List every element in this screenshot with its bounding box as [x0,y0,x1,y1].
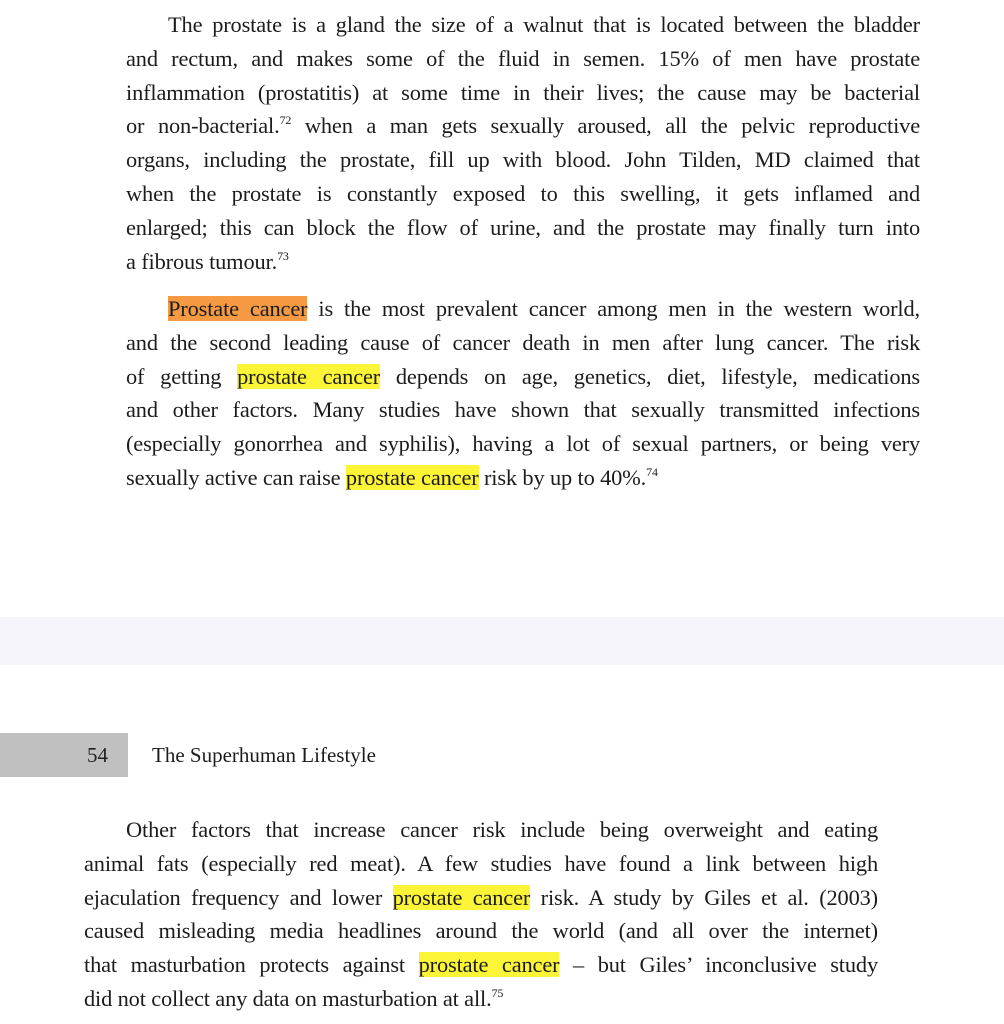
search-match[interactable]: prostate cancer [345,464,479,490]
text-line [126,42,920,76]
text-line [126,427,920,461]
text-line [126,461,920,495]
search-match[interactable]: prostate cancer [418,952,560,978]
paragraph-prostate-gland [126,8,920,278]
text-line [126,8,920,42]
text-run: when a man gets sexually aroused, all the pelvic reproductive [291,113,920,139]
text-line [126,143,920,177]
footnote-ref-72[interactable]: 72 [279,113,292,128]
search-match[interactable]: prostate cancer [392,884,531,910]
text-line [126,326,920,360]
text-line [126,393,920,427]
text-line [126,292,920,326]
text-run: – but Giles’ inconclusive study [559,952,879,978]
text-run: and the second leading cause of cancer death in men after lung cancer. The risk [126,329,920,355]
page-separator [0,617,1004,665]
page-number-bar [0,733,128,777]
text-run: when the prostate is constantly exposed to this swelling, it gets inflamed and [126,180,920,206]
text-run: a fibrous tumour. [126,248,278,274]
search-match[interactable]: prostate cancer [237,363,381,389]
text-run: animal fats (especially red meat). A few studies have found a link between high [84,850,878,876]
text-line [84,813,878,847]
text-run: risk. A study by Giles et al. (2003) [530,884,878,910]
text-run: of getting [126,363,238,389]
text-run: caused misleading media headlines around the world (and all over the internet) [84,918,878,944]
text-run: that masturbation protects against [84,952,419,978]
text-run: did not collect any data on masturbation at all. [84,985,492,1011]
text-run: (especially gonorrhea and syphilis), having a lot of sexual partners, or being very [126,431,920,457]
text-run: organs, including the prostate, fill up with blood. John Tilden, MD claimed that [126,147,920,173]
text-run: ejaculation frequency and lower [84,884,393,910]
text-line [84,948,878,982]
text-line [84,982,878,1016]
footnote-ref-74[interactable]: 74 [646,464,658,479]
text-line [84,847,878,881]
text-line [126,245,920,279]
text-line [126,76,920,110]
footnote-ref-75[interactable]: 75 [491,985,504,1000]
text-run: Other factors that increase cancer risk include being overweight and eating [126,817,878,842]
text-run: is the most prevalent cancer among men in the western world, [307,296,920,321]
text-line [84,881,878,915]
text-line [126,109,920,143]
text-run: sexually active can raise [126,464,346,490]
footnote-ref-73[interactable]: 73 [277,248,289,263]
text-line [126,360,920,394]
text-run: inflammation (prostatitis) at some time in their lives; the cause may be bacterial [126,79,920,105]
page-number: 54 [87,743,108,767]
text-line [84,914,878,948]
text-run: and rectum, and makes some of the fluid in semen. 15% of men have prostate [126,45,920,71]
current-search-match[interactable]: Prostate cancer [168,296,308,321]
text-run: risk by up to 40%. [478,464,647,490]
text-run: depends on age, genetics, diet, lifestyle, medications [380,363,920,389]
running-title: The Superhuman Lifestyle [152,743,376,767]
text-line [126,211,920,245]
text-run: or non-bacterial. [126,113,280,139]
text-run: enlarged; this can block the flow of urine, and the prostate may finally turn into [126,214,920,240]
text-run: The prostate is a gland the size of a walnut that is located between the bladder [168,12,920,37]
text-line [126,177,920,211]
paragraph-prostate-cancer [126,292,920,495]
paragraph-other-factors [84,813,878,1016]
text-run: and other factors. Many studies have shown that sexually transmitted infections [126,397,920,423]
